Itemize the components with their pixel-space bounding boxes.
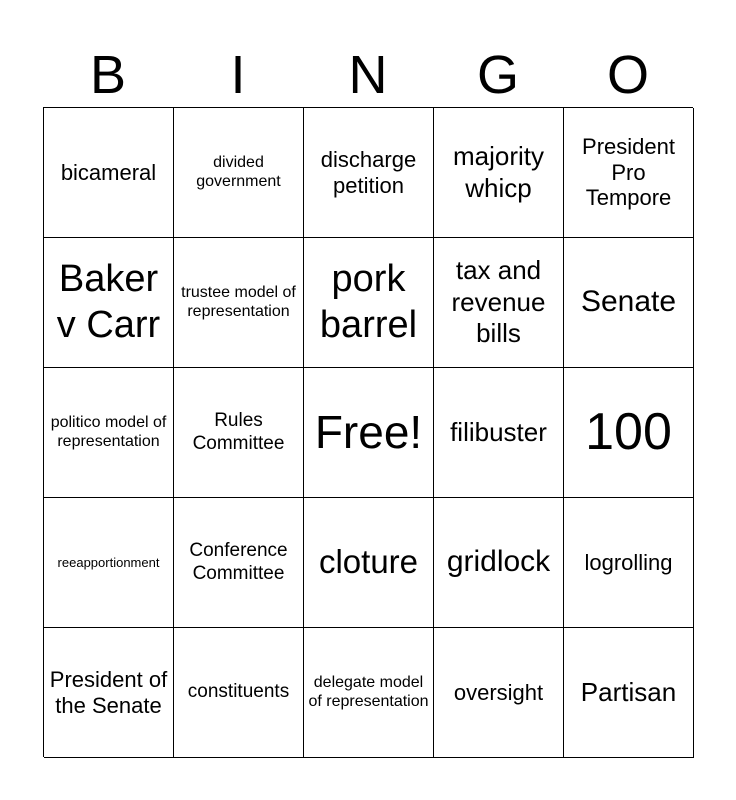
cell-text: filibuster — [450, 416, 547, 447]
bingo-cell[interactable] — [174, 238, 304, 368]
free-space-cell[interactable] — [304, 368, 434, 498]
cell-text: pork barrel — [319, 257, 418, 346]
cell-text: discharge petition — [320, 146, 417, 198]
cell-text: majority whicp — [452, 140, 544, 203]
cell-text: logrolling — [584, 549, 673, 575]
bingo-cell[interactable] — [564, 368, 694, 498]
bingo-cell[interactable] — [174, 628, 304, 758]
cell-text: oversight — [453, 679, 544, 705]
cell-text: reeapportionment — [57, 554, 160, 570]
cell-text: tax and revenue bills — [451, 254, 546, 349]
cell-text: constituents — [187, 681, 290, 703]
bingo-cell[interactable] — [174, 108, 304, 238]
bingo-cell[interactable] — [44, 498, 174, 628]
bingo-cell[interactable] — [564, 108, 694, 238]
header-letter-b: B — [89, 45, 127, 105]
cell-text: bicameral — [60, 159, 157, 185]
free-space-text: Free! — [314, 406, 423, 459]
cell-text: trustee model of representation — [181, 283, 296, 320]
bingo-cell[interactable] — [174, 368, 304, 498]
bingo-cell[interactable] — [304, 108, 434, 238]
bingo-cell[interactable] — [434, 498, 564, 628]
bingo-cell[interactable] — [304, 628, 434, 758]
cell-text: delegate model of representation — [308, 673, 429, 710]
bingo-cell[interactable] — [434, 108, 564, 238]
header-letter-n: N — [348, 45, 388, 105]
bingo-cell[interactable] — [434, 628, 564, 758]
bingo-cell[interactable] — [44, 108, 174, 238]
cell-text: President of the Senate — [49, 666, 168, 718]
cell-text: politico model of representation — [50, 413, 167, 450]
bingo-cell[interactable] — [304, 498, 434, 628]
cell-text: cloture — [318, 543, 419, 581]
bingo-cell[interactable] — [44, 238, 174, 368]
cell-text: President Pro Tempore — [582, 133, 675, 211]
header-letter-i: I — [230, 45, 246, 105]
bingo-board — [43, 107, 693, 757]
cell-text: Partisan — [580, 677, 677, 708]
cell-text: Rules Committee — [192, 410, 285, 454]
bingo-cell[interactable] — [564, 238, 694, 368]
bingo-cell[interactable] — [304, 238, 434, 368]
bingo-header — [43, 46, 693, 104]
bingo-cell[interactable] — [174, 498, 304, 628]
bingo-cell[interactable] — [434, 238, 564, 368]
bingo-cell[interactable] — [434, 368, 564, 498]
cell-text: divided government — [196, 153, 281, 190]
cell-text: 100 — [585, 402, 672, 461]
cell-text: Conference Committee — [189, 540, 288, 584]
bingo-cell[interactable] — [564, 628, 694, 758]
cell-text: gridlock — [446, 545, 551, 579]
bingo-cell[interactable] — [564, 498, 694, 628]
header-letter-o: O — [606, 45, 649, 105]
cell-text: Senate — [580, 285, 677, 319]
header-letter-g: G — [476, 45, 519, 105]
bingo-cell[interactable] — [44, 368, 174, 498]
cell-text: Baker v Carr — [56, 257, 161, 346]
bingo-cell[interactable] — [44, 628, 174, 758]
